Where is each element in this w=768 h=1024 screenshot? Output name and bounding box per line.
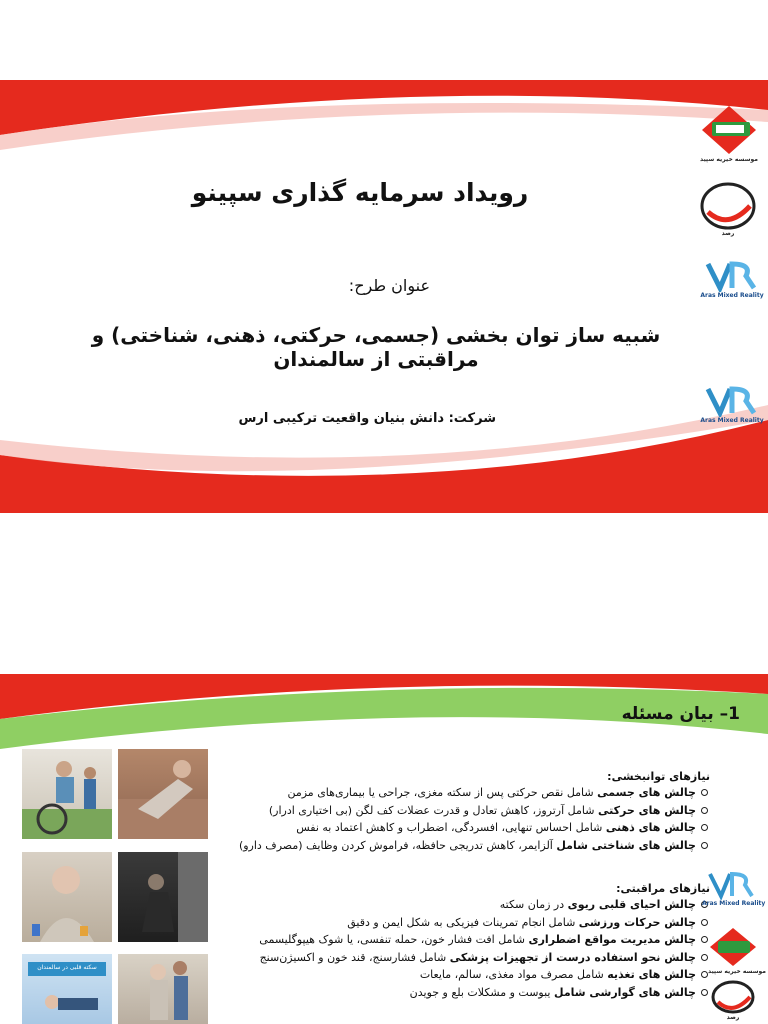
project-title: شبیه ساز توان بخشی (جسمی، حرکتی، ذهنی، شناختی) و مراقبتی از سالمندان — [91, 323, 661, 371]
list-item — [215, 931, 710, 949]
list-item — [215, 896, 710, 914]
sepid-logo-icon — [700, 104, 758, 156]
photo-heart-attack — [22, 954, 112, 1024]
aras-logo-2-icon — [700, 383, 764, 417]
resad-logo-2 — [710, 980, 756, 1021]
sepid-logo-2-icon — [708, 926, 758, 968]
list-item — [215, 966, 710, 984]
photo-wheelchair — [22, 749, 112, 839]
list-item — [215, 837, 710, 855]
rehab-needs — [215, 770, 710, 854]
care-needs — [215, 882, 710, 1001]
sepid-caption: موسسه خیریه سپید — [700, 156, 758, 163]
item-bold: چالش های جسمی — [597, 786, 696, 799]
aras-caption-3: Aras Mixed Reality — [702, 900, 766, 907]
list-item — [215, 914, 710, 932]
resad-caption: رصد — [721, 230, 735, 237]
resad-logo-icon — [698, 182, 758, 230]
item-text: یبوست و مشکلات بلع و جویدن — [409, 985, 554, 999]
aras-logo-2 — [700, 383, 764, 424]
resad-caption-2: رصد — [726, 1014, 740, 1021]
item-bold: چالش احیای قلبی ریوی — [567, 898, 696, 911]
company-name: شرکت: دانش بنیان واقعیت ترکیبی ارس — [238, 411, 496, 426]
photo-caregiver — [118, 954, 208, 1024]
aras-logo-icon — [700, 258, 764, 292]
aras-logo-3 — [702, 870, 764, 907]
sepid-logo-2 — [708, 926, 766, 975]
project-label: عنوان طرح: — [348, 276, 430, 295]
lonely-image — [118, 852, 208, 942]
item-text: شامل فشارسنج، قند خون و اکسیژن‌سنج — [259, 950, 450, 964]
section-heading: 1– بیان مسئله — [621, 704, 740, 724]
item-text: شامل مصرف مواد مغذی، سالم، مایعات — [419, 968, 608, 981]
item-text: در زمان سکته — [499, 898, 568, 911]
rehab-title: نیازهای توانبخشی: — [607, 770, 710, 783]
title-slide — [0, 80, 768, 513]
problem-slide — [0, 674, 768, 1024]
resad-logo-2-icon — [710, 980, 756, 1014]
item-bold: چالش های ذهنی — [605, 821, 696, 834]
photo-lonely — [118, 852, 208, 942]
photo-caption: سکته قلبی در سالمندان — [37, 964, 97, 971]
sepid-caption-2: موسسه خیریه سپید — [708, 968, 766, 975]
care-title: نیازهای مراقبتی: — [616, 882, 710, 895]
item-bold: چالش های گوارشی شامل — [554, 985, 696, 999]
event-title: رویداد سرمایه گذاری سپینو — [191, 178, 529, 207]
list-item — [215, 984, 710, 1002]
item-bold: چالش های حرکتی — [597, 803, 696, 817]
list-item — [215, 949, 710, 967]
item-text: آلزایمر، کاهش تدریجی حافظه، فراموش کردن وظایف (مصرف دارو) — [238, 838, 557, 852]
sepid-logo — [700, 104, 758, 163]
item-text: شامل احساس تنهایی، افسردگی، اضطراب و کاهش اعتماد به نفس — [296, 821, 606, 834]
aras-caption: Aras Mixed Reality — [700, 292, 764, 299]
aras-caption-2: Aras Mixed Reality — [700, 417, 764, 424]
item-text: شامل آرتروز، کاهش تعادل و قدرت عضلات کف لگن (بی اختیاری ادرار) — [268, 803, 598, 817]
item-bold: چالش های شناختی شامل — [556, 838, 696, 852]
list-item — [215, 819, 710, 837]
slide-decoration — [0, 80, 768, 513]
item-bold: چالش های تغذیه — [607, 968, 696, 981]
list-item — [215, 784, 710, 802]
wheelchair-image — [22, 749, 112, 839]
aras-logo-3-icon — [702, 870, 764, 900]
caregiver-image — [118, 954, 208, 1024]
aras-logo — [700, 258, 764, 299]
photo-fall — [118, 749, 208, 839]
item-bold: چالش مدیریت مواقع اضطراری — [528, 933, 696, 946]
pills-image — [22, 852, 112, 942]
photo-pills — [22, 852, 112, 942]
item-text: شامل نقص حرکتی پس از سکته مغزی، جراحی یا بیماری‌های مزمن — [287, 786, 598, 799]
item-text: شامل افت فشار خون، حمله تنفسی، یا شوک هیپوگلیسمی — [259, 933, 529, 946]
fall-image — [118, 749, 208, 839]
list-item — [215, 802, 710, 820]
item-bold: چالش حرکات ورزشی — [578, 915, 696, 929]
resad-logo — [698, 182, 758, 237]
item-bold: چالش نحو استفاده درست از تجهیزات پزشکی — [449, 950, 696, 964]
item-text: شامل انجام تمرینات فیزیکی به شکل ایمن و دقیق — [347, 915, 579, 929]
